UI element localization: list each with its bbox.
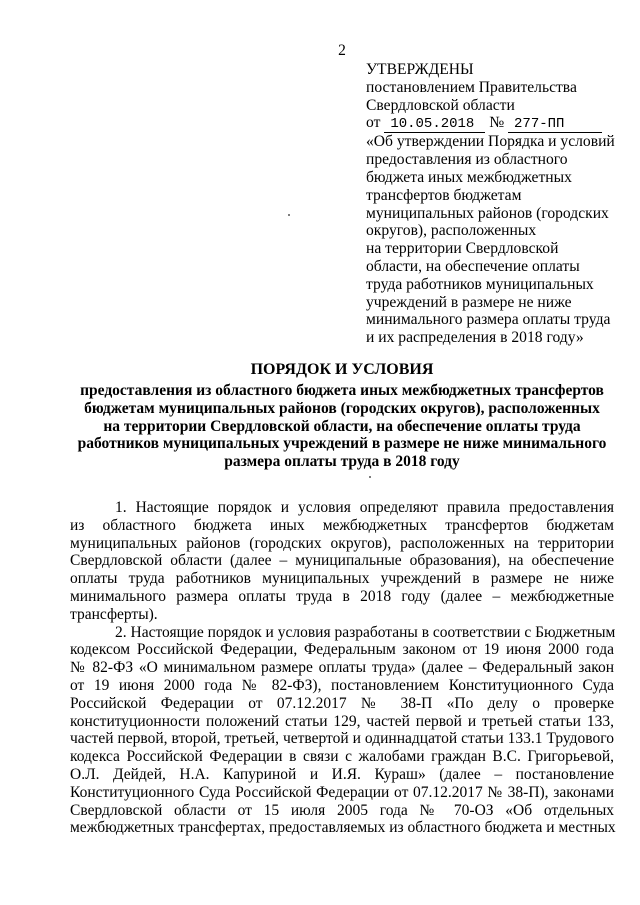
paragraph-line: Российской Федерации от 07.12.2017 № 38-П «По делу о проверке [70,694,614,712]
approval-about-line: минимального размера оплаты труда [366,311,611,329]
approval-date-number-line [366,114,616,133]
paragraph-line: конституционности положений статьи 129, частей первой и третьей статьи 133, [70,712,614,730]
paragraph-line: Конституционного Суда Российской Федерации от 07.12.2017 № 38-П), законами [70,783,614,801]
paragraph-1 [70,499,614,624]
scan-speck [369,476,371,478]
paragraph-line: муниципальных районов (городских округов), расположенных на территории [70,534,614,552]
paragraph-line: 1. Настоящие порядок и условия определяют правила предоставления [115,499,614,516]
scan-speck [288,214,290,216]
paragraph-line: частей первой, второй, третьей, четвертой и одиннадцатой статьи 133.1 Трудового [70,730,614,748]
paragraph-line: трансферты). [70,605,158,623]
approval-about-line: области, на обеспечение оплаты [366,257,580,275]
number-field: 277-ПП [508,117,602,133]
subtitle-line: размера оплаты труда в 2018 году [224,453,460,471]
paragraph-line: кодекса Российской Федерации в связи с жалобами граждан В.С. Григорьевой, [70,748,614,766]
number-label: № [489,114,505,132]
approval-line: Свердловской области [366,96,515,114]
from-label: от [366,114,381,132]
subtitle-line: работников муниципальных учреждений в размере не ниже минимального [77,435,607,453]
approval-about-line: трансфертов бюджетам [366,186,522,204]
paragraph-line: № 82-ФЗ «О минимальном размере оплаты труда» (далее – Федеральный закон [70,659,614,677]
paragraph-line: межбюджетных трансфертах, предоставляемых из областного бюджета и местных [70,819,616,837]
approval-about-line: муниципальных районов (городских [366,204,609,222]
approval-about-line: и их распределения в 2018 году» [366,329,584,347]
subtitle-line: предоставления из областного бюджета иных межбюджетных трансфертов [80,382,604,399]
date-field: 10.05.2018 [384,117,485,133]
document-title: ПОРЯДОК И УСЛОВИЯ [250,361,434,378]
paragraph-line: О.Л. Дейдей, Н.А. Капуриной и И.Я. Кураш» (далее – постановление [70,765,614,783]
approval-about-line: «Об утверждении Порядка и условий [366,133,615,151]
approval-about-line: учреждений в размере не ниже [366,293,572,311]
paragraph-line: из областного бюджета иных межбюджетных трансфертов бюджетам [70,516,614,534]
document-subtitle [70,382,614,471]
approval-about-line: бюджета иных межбюджетных [366,168,572,186]
page-number: 2 [338,42,346,59]
paragraph-line: Свердловской области (далее – муниципальные образования), на обеспечение [70,552,614,570]
paragraph-line: Свердловской области от 15 июля 2005 года № 70-ОЗ «Об отдельных [70,801,614,819]
approval-line: постановлением Правительства [366,78,577,96]
paragraph-line: 2. Настоящие порядок и условия разработаны в соответствии с Бюджетным [115,623,616,641]
approval-about-line: округов), расположенных [366,222,537,240]
subtitle-line: на территории Свердловской области, на обеспечение оплаты труда [103,417,581,435]
approval-about-line: на территории Свердловской [366,240,559,258]
document-body [70,499,614,837]
approval-about-line: труда работников муниципальных [366,275,594,293]
paragraph-line: оплаты труда работников муниципальных учреждений в размере не ниже [70,570,614,588]
paragraph-2 [70,624,614,838]
paragraph-line: минимального размера оплаты труда в 2018 году (далее – межбюджетные [70,587,614,605]
paragraph-line: от 19 июня 2000 года № 82-ФЗ), постановлением Конституционного Суда [70,676,614,694]
approval-block [366,61,616,347]
subtitle-line: бюджетам муниципальных районов (городских округов), расположенных [84,399,600,417]
paragraph-line: кодексом Российской Федерации, Федеральным законом от 19 июня 2000 года [70,641,614,659]
approval-heading: УТВЕРЖДЕНЫ [366,61,474,78]
approval-about-line: предоставления из областного [366,151,568,169]
